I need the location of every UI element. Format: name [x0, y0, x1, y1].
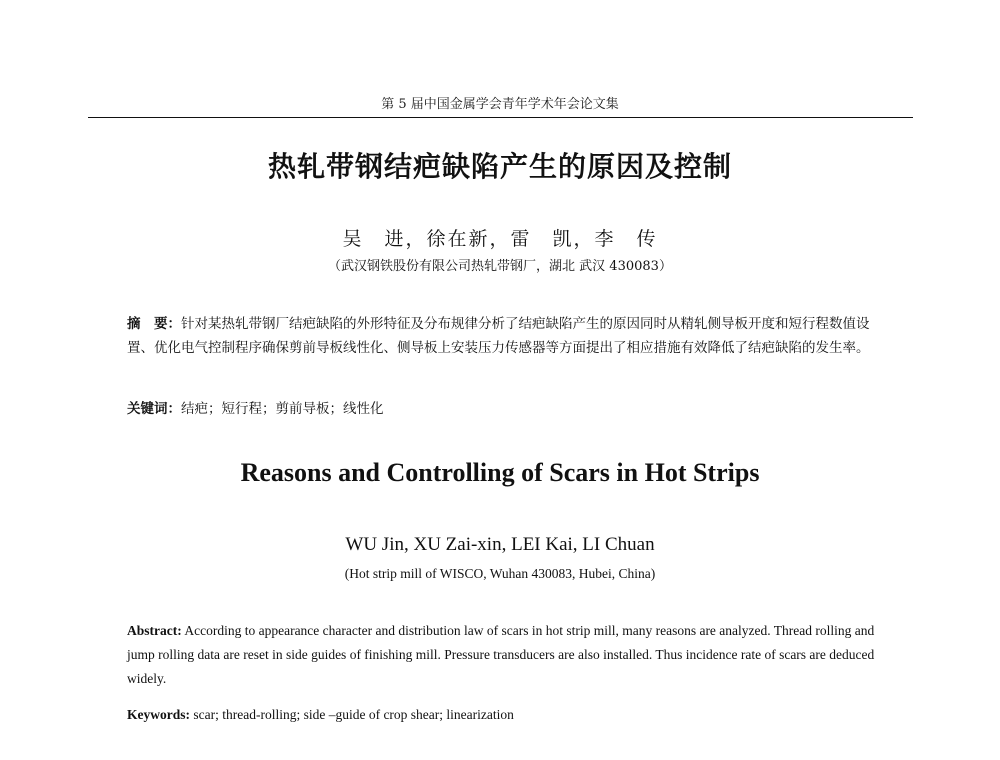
chinese-keywords-text: 结疤；短行程；剪前导板；线性化	[181, 401, 384, 417]
chinese-authors: 吴 进，徐在新，雷 凯，李 传	[342, 228, 658, 250]
chinese-keywords	[127, 397, 887, 417]
english-abstract-text: According to appearance character and distribution law of scars in hot strip mill, many reasons are analyzed. Thread rolling and jump rolling data are reset in side guides of finishing mill. Pressure transducers are also installed. Thus incidence rate of scars are deduced widely.	[127, 623, 875, 686]
chinese-abstract	[127, 312, 887, 360]
english-keywords-text: scar; thread-rolling; side –guide of crop shear; linearization	[190, 707, 514, 722]
chinese-abstract-label: 摘 要：	[127, 316, 181, 332]
english-abstract-label: Abstract:	[127, 623, 182, 638]
english-affiliation: (Hot strip mill of WISCO, Wuhan 430083, Hubei, China)	[344, 566, 656, 581]
header-rule	[88, 117, 913, 118]
chinese-affiliation: （武汉钢铁股份有限公司热轧带钢厂，湖北 武汉 430083）	[328, 259, 672, 274]
chinese-keywords-label: 关键词：	[127, 401, 181, 417]
english-keywords	[127, 707, 887, 723]
chinese-abstract-text: 针对某热轧带钢厂结疤缺陷的外形特征及分布规律分析了结疤缺陷产生的原因同时从精轧侧导板开度和短行程数值设置、优化电气控制程序确保剪前导板线性化、侧导板上安装压力传感器等方面提出了相应措施有效降低了结疤缺陷的发生率。	[127, 316, 870, 356]
english-keywords-label: Keywords:	[127, 707, 190, 722]
english-title: Reasons and Controlling of Scars in Hot Strips	[240, 458, 760, 487]
chinese-title: 热轧带钢结疤缺陷产生的原因及控制	[267, 150, 732, 183]
running-header: 第 5 届中国金属学会青年学术年会论文集	[381, 97, 619, 112]
english-abstract	[127, 619, 887, 691]
english-authors: WU Jin, XU Zai-xin, LEI Kai, LI Chuan	[345, 534, 655, 555]
